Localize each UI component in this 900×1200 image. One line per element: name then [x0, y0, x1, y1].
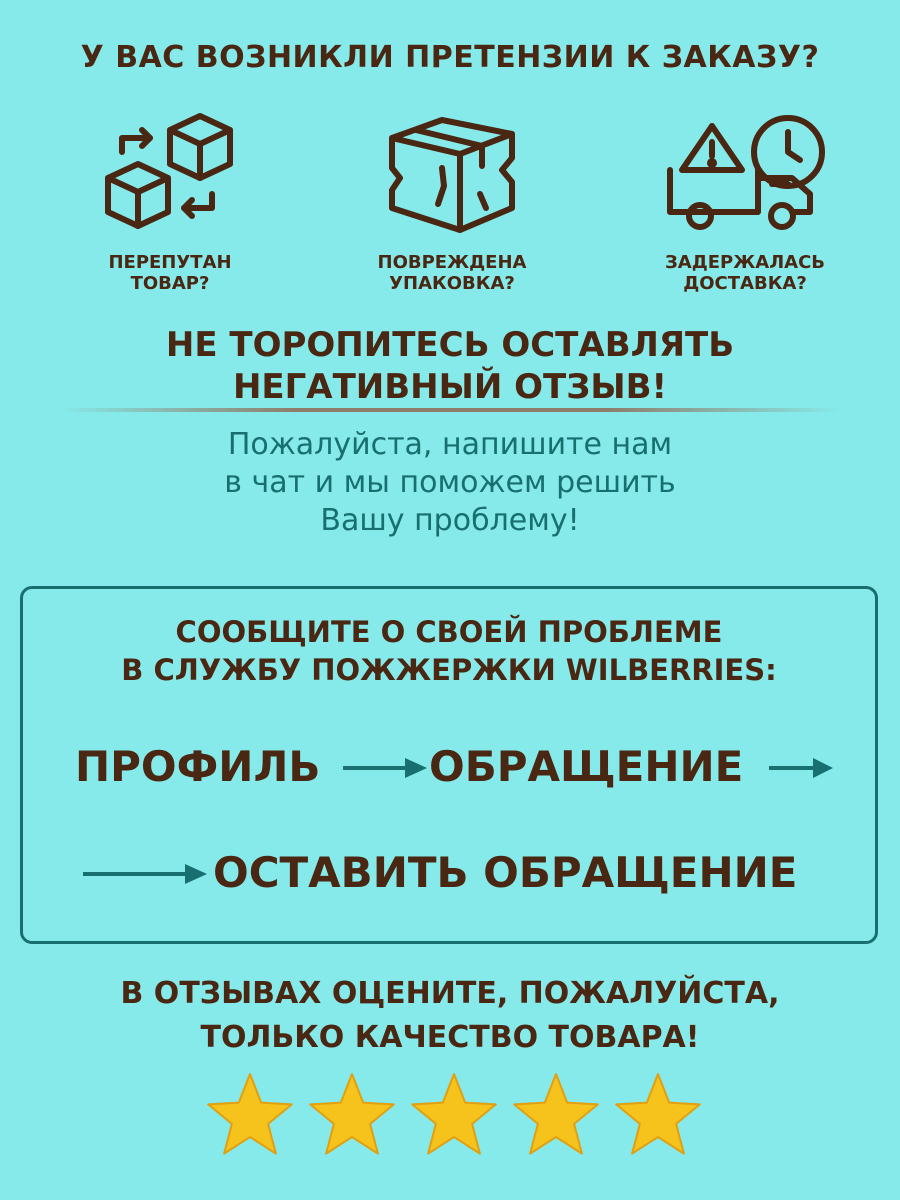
star-icon — [409, 1070, 499, 1160]
page-title: У ВАС ВОЗНИКЛИ ПРЕТЕНЗИИ К ЗАКАЗУ? — [80, 40, 820, 75]
issue-label: ПОВРЕЖДЕНА УПАКОВКА? — [377, 252, 527, 294]
headline: НЕ ТОРОПИТЕСЬ ОСТАВЛЯТЬ НЕГАТИВНЫЙ ОТЗЫВ! — [165, 325, 735, 407]
issue-damaged-package — [337, 108, 567, 294]
panel-title: СООБЩИТЕ О СВОЕЙ ПРОБЛЕМЕ В СЛУЖБУ ПОЖЖЕРЖКИ WILBERRIES: — [121, 615, 777, 687]
star-icon — [307, 1070, 397, 1160]
damaged-box-icon — [382, 108, 522, 238]
arrow-right-icon — [767, 753, 837, 783]
steps-row-1 — [23, 739, 875, 799]
issue-label: ПЕРЕПУТАН ТОВАР? — [108, 252, 232, 294]
star-icon — [205, 1070, 295, 1160]
star-icon — [613, 1070, 703, 1160]
delayed-truck-icon — [660, 108, 830, 238]
steps-row-2 — [23, 845, 875, 905]
rating-stars — [205, 1070, 705, 1160]
divider — [60, 408, 840, 412]
star-icon — [511, 1070, 601, 1160]
swap-boxes-icon — [100, 108, 240, 238]
issues-row — [0, 108, 900, 308]
rating-note: В ОТЗЫВАХ ОЦЕНИТЕ, ПОЖАЛУЙСТА, ТОЛЬКО КАЧЕСТВО ТОВАРА! — [120, 976, 780, 1055]
step-profile: ПРОФИЛЬ — [75, 742, 321, 791]
support-instructions-panel — [20, 586, 878, 944]
arrow-right-icon — [81, 859, 211, 889]
step-appeal: ОБРАЩЕНИЕ — [429, 742, 744, 791]
issue-delayed-delivery — [630, 108, 860, 294]
issue-label: ЗАДЕРЖАЛАСЬ ДОСТАВКА? — [664, 252, 825, 294]
arrow-right-icon — [341, 753, 431, 783]
step-leave-appeal: ОСТАВИТЬ ОБРАЩЕНИЕ — [213, 848, 798, 897]
help-message: Пожалуйста, напишите нам в чат и мы поможем решить Вашу проблему! — [224, 427, 676, 538]
issue-wrong-item — [55, 108, 285, 294]
